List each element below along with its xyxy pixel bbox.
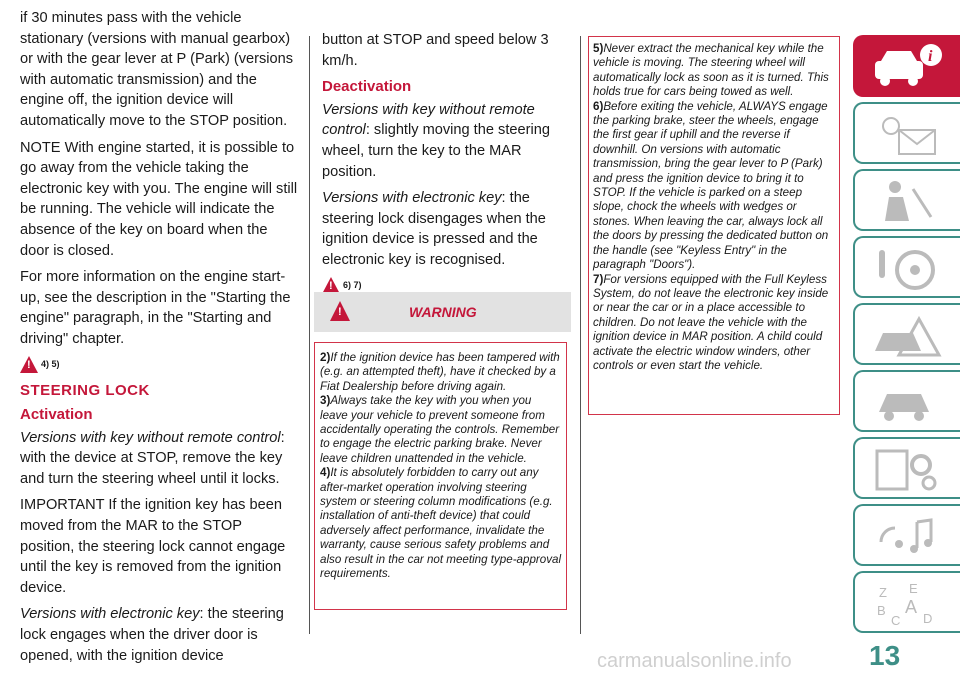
paragraph: if 30 minutes pass with the vehicle stationary (versions with manual gearbox) or with the gear lever at P (Park) (versions with automatic transmission) and the engine off, the ignition device will automatically move to the STOP position. [20, 10, 294, 129]
column-divider [309, 36, 310, 634]
warning-lights-icon [869, 110, 949, 160]
safety-icon [869, 177, 949, 227]
warning-box-header [314, 292, 571, 332]
column-3 [593, 42, 833, 373]
tab-multimedia[interactable] [853, 504, 960, 566]
multimedia-icon [869, 512, 949, 562]
paragraph: Versions with electronic key: the steering lock disengages when the ignition device is pressed and the electronic key is recognised. [322, 190, 546, 268]
note-paragraph: NOTE With engine started, it is possible to go away from the vehicle taking the electronic key with you. The engine will still be running. The vehicle will indicate the absence of the key on board when the door is closed. [20, 139, 298, 259]
tab-specifications[interactable] [853, 437, 960, 499]
column-2 [322, 30, 570, 302]
specifications-icon [869, 445, 949, 495]
column-1 [20, 8, 298, 672]
tab-warning-lights[interactable] [853, 102, 960, 164]
warning-item: 5)Never extract the mechanical key while the vehicle is moving. The steering wheel will automatically lock as soon as it is turned. This holds true for cars being towed as well. [593, 42, 829, 99]
emergency-icon [869, 311, 949, 361]
warning-item: 6)Before exiting the vehicle, ALWAYS engage the parking brake, steer the wheels, engage the first gear if uphill and the reverse if downhill. On versions with automatic transmission, bring the gear lever to P (Park) and press the ignition device to bring it to STOP. If the vehicle is parked on a steep slope, chock the wheels with wedges or stones. When leaving the car, always lock all the doors by pressing the dedicated button on the handle (see "Keyless Entry" in the paragraph "Doors"). [593, 99, 829, 272]
warning-reference-numbers: 6) 7) [343, 279, 362, 290]
tab-index[interactable] [853, 571, 960, 633]
warning-item: 7)For versions equipped with the Full Keyless System, do not leave the electronic key inside or near the car or in a place accessible to children. Do not leave the vehicle with the ignition device in MAR position. A child could activate the electric window winders, other controls or even start the vehicle. [593, 272, 829, 372]
subheading-deactivation: Deactivation [322, 78, 412, 96]
paragraph: Versions with electronic key: the steering lock engages when the driver door is opened, with the ignition device [20, 606, 284, 664]
svg-text:C: C [891, 613, 901, 628]
svg-text:E: E [909, 581, 918, 596]
page-number: 13 [869, 640, 901, 671]
svg-text:B: B [877, 603, 886, 618]
tab-starting-driving[interactable] [853, 236, 960, 298]
column-divider [580, 36, 581, 634]
warning-item: 3)Always take the key with you when you leave your vehicle to prevent someone from accidentally operating the controls. Remember to engage the electric parking brake. Never leave children unattended in the vehicle. [320, 394, 560, 465]
section-title: STEERING LOCK [20, 381, 150, 399]
svg-text:D: D [923, 611, 933, 626]
warning-triangle-icon [322, 277, 340, 294]
warning-triangle-icon [20, 356, 38, 373]
warning-item: 4)It is absolutely forbidden to carry out any after-market operation involving steering system or steering column modifications (e.g. installation of anti-theft device) that could adversely affect performance, invalidate the warranty, cause serious safety problems and also result in the car not meeting type-approval requirements. [320, 466, 562, 581]
svg-text:Z: Z [879, 585, 887, 600]
tab-emergency[interactable] [853, 303, 960, 365]
svg-text:A: A [905, 597, 918, 617]
watermark: carmanualsonline.info [597, 650, 792, 672]
tab-car-info[interactable] [853, 35, 960, 97]
index-icon [869, 579, 949, 629]
warning-box [314, 342, 567, 610]
svg-text:i: i [928, 48, 933, 65]
tab-safety[interactable] [853, 169, 960, 231]
subheading-activation: Activation [20, 406, 93, 424]
steering-wheel-icon [869, 244, 949, 294]
car-info-icon [869, 43, 949, 93]
paragraph: button at STOP and speed below 3 km/h. [322, 32, 549, 69]
warning-title: WARNING [409, 304, 477, 320]
warning-item: 2)If the ignition device has been tampered with (e.g. an attempted theft), have it checked by a Fiat Dealership before driving again. [320, 351, 560, 393]
paragraph: Versions with key without remote control: slightly moving the steering wheel, turn the key to the MAR position. [322, 101, 550, 180]
paragraph: Versions with key without remote control: with the device at STOP, remove the key and turn the steering wheel until it locks. [20, 429, 285, 487]
warning-reference-numbers: 4) 5) [41, 358, 60, 369]
paragraph: For more information on the engine start-up, see the description in the "Starting the engine" paragraph, in the "Starting and driving" chapter. [20, 269, 291, 347]
important-paragraph: IMPORTANT If the ignition key has been moved from the MAR to the STOP position, the steering lock cannot engage until the key is removed from the ignition device. [20, 497, 286, 596]
warning-triangle-icon [330, 301, 350, 321]
warning-reference[interactable] [322, 277, 570, 294]
tab-maintenance[interactable] [853, 370, 960, 432]
warning-reference[interactable] [20, 356, 298, 373]
car-maintenance-icon [869, 378, 949, 428]
